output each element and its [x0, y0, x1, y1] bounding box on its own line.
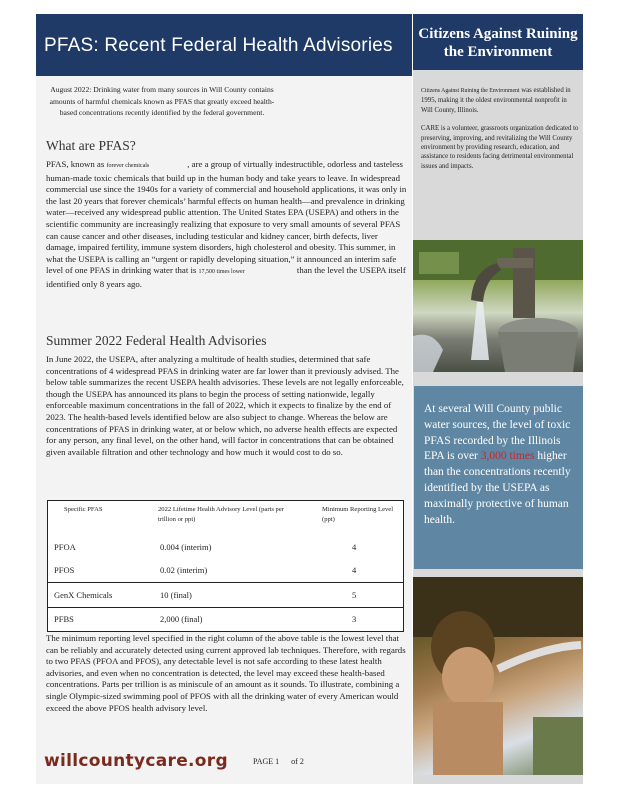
page-title: PFAS: Recent Federal Health Advisories: [44, 35, 393, 56]
body-text-small: 17,500 times lower: [198, 269, 245, 276]
section-heading-what-are-pfas: What are PFAS?: [46, 138, 136, 153]
body-text: PFAS, known as: [46, 159, 107, 169]
cell-reporting-level: 5: [302, 583, 404, 608]
intro-text: August 2022: Drinking water from many sources in Will County contains amounts of harmful chemicals known as PFAS that greatly exceed health-based concentrations recently identified by the federal government.: [49, 85, 275, 118]
child-drinking-illustration: [413, 577, 583, 775]
org-banner: [413, 14, 583, 70]
column-header-reporting-level: Minimum Reporting Level (ppt): [322, 506, 394, 523]
water-pump-illustration: [413, 240, 583, 372]
footer-website[interactable]: willcountycare.org: [44, 751, 228, 771]
section-heading-summer-2022: Summer 2022 Federal Health Advisories: [46, 333, 267, 348]
table-header-row: [48, 501, 404, 536]
table-row: [48, 583, 404, 608]
callout-box: [414, 386, 583, 569]
cell-advisory-level: 0.004 (interim): [160, 541, 212, 552]
sidebar-about: [421, 86, 579, 180]
cell-advisory-level: 0.02 (interim): [160, 565, 208, 576]
about-text: was established in 1995, making it the oldest environmental nonprofit in Will County, Illinois.: [421, 87, 571, 114]
body-text-emphasis: any detectable level is not safe: [163, 656, 272, 667]
table-row: [48, 607, 404, 632]
callout-highlight: 3,000 times: [480, 450, 535, 463]
cell-advisory-level: 10 (final): [154, 583, 302, 608]
mission-paragraph: CARE is a volunteer, grassroots organization dedicated to preserving, improving, and revitalizing the Will County environment by providing research, education, and assistance to residents facing detrimental environmental issues and impacts.: [421, 125, 579, 170]
page-label: PAGE 1: [253, 757, 280, 766]
table-row: [48, 535, 404, 559]
cell-pfas: PFOA: [54, 541, 76, 552]
body-text: according to these latest health advisories, and even when no concentration is detected, the level may exceed these health-based concentrations. Parts per trillion is as miniscule of an amount as it sounds. To illustrate, combining a single Olympic-sized swimming pool of PFOS with all the drinking water of every American would exceed the above PFOS health advisory level.: [46, 656, 400, 713]
child-drinking-photo: [413, 577, 583, 775]
health-advisory-table: [47, 500, 404, 632]
body-text-small: forever chemicals: [106, 163, 150, 169]
body-text: , are a group of virtually indestructible, odorless and tasteless human-made toxic chemicals that build up in the human body and take years to leave. In widespread commercial use since the 1940s for a variety of commercial and household applications, it was only in the last 20 years that forever chemicals’ harmful effects on human health—and prevalence in drinking water—received any widespread public attention. The United States EPA (USEPA) and others in the scientific community are increasingly realizing that exposure to very small amounts of several PFAS can cause cancer and other diseases, including testicular and kidney cancer, birth defects, liver damage, impaired fertility, immune system disorders, high cholesterol and obesity. This summer, in what the USEPA is calling an “urgent or rapidly developing situation,” it announced an interim safe level of one PFAS in drinking water that is: [46, 159, 407, 276]
column-header-pfas: Specific PFAS: [64, 506, 103, 513]
footer-page-number: [253, 757, 316, 766]
section-summer-2022-body: In June 2022, the USEPA, after analyzing a multitude of health studies, determined that safe concentrations of 4 widespread PFAS in drinking water are far lower than it previously advised. The below table summarizes the recent USEPA health advisories. These levels are not legally enforceable, though the USEPA has announced its plans to begin the process of setting nationwide, legally enforceable maximum concentrations in the fall of 2022, which it expects to finalize by the end of 2023. The health-based levels identified below are also subject to change. Whereas the below are concentrations of PFAS in drinking water, at or below which, no adverse health effects are expected for any person, any final level, on the other hand, will factor in concentrations that can be obtained given available filtration and other technology and how much it would cost to do so.: [46, 354, 404, 457]
page-total: of 2: [291, 757, 304, 766]
cell-pfas: PFOS: [54, 565, 75, 576]
closing-paragraph: [46, 633, 408, 714]
cell-reporting-level: 3: [302, 607, 404, 632]
body-text: The minimum reporting level specified in the right column of the above table is the lowest level that can be reliably and accurately detected using current approved lab techniques. Therefore, with regards to two PFAS (PFOA and PFOS),: [46, 633, 406, 667]
org-name-small: Citizens Against Ruining the Environment: [421, 88, 520, 94]
table-row: [48, 559, 404, 583]
cell-reporting-level: 4: [352, 541, 357, 552]
water-pump-photo: [413, 240, 583, 372]
org-name-line2: the Environment: [443, 44, 553, 60]
cell-pfas: PFBS: [48, 607, 155, 632]
about-paragraph: [421, 86, 579, 115]
cell-reporting-level: 4: [352, 565, 357, 576]
column-header-advisory-level: 2022 Lifetime Health Advisory Level (parts per trillion or ppt): [158, 506, 284, 523]
body-text: than the level the USEPA itself identified only 8 years ago.: [46, 265, 406, 289]
callout-text: At several Will County public water sources, the level of toxic PFAS recorded by the Illinois EPA is over: [424, 403, 571, 463]
title-banner: [36, 14, 412, 76]
section-what-are-pfas-body: [46, 159, 408, 291]
cell-advisory-level: 2,000 (final): [154, 607, 302, 632]
org-name-line1: Citizens Against Ruining: [418, 26, 578, 42]
callout-text: higher than the concentrations recently identified by the USEPA as maximally protective of human health.: [424, 450, 571, 526]
cell-pfas: GenX Chemicals: [48, 583, 155, 608]
